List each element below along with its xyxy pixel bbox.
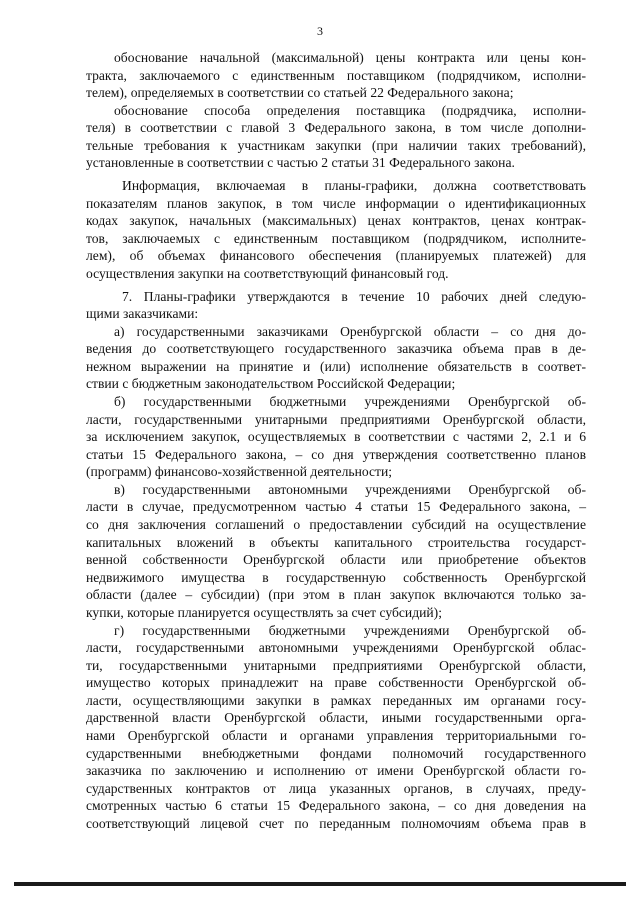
text-line: установленные в соответствии с частью 2 статьи 31 Федерального закона. (86, 155, 515, 171)
text-line: капитальных вложений в объекты капитального строительства государст- (86, 534, 586, 550)
text-line: ласти, осуществляющими закупки в рамках переданных им органами госу- (86, 692, 586, 708)
text-line: Информация, включаемая в планы-графики, должна соответствовать (122, 178, 586, 194)
text-line: области (далее – субсидии) (при этом в план закупок включаются только за- (86, 587, 586, 603)
text-line: имущество которых принадлежит на праве собственности Оренбургской об- (86, 675, 586, 691)
text-line: нами Оренбургской области и органами управления территориальными го- (86, 727, 586, 743)
text-line: теля) в соответствии с главой 3 Федерального закона, в том числе дополни- (86, 120, 586, 136)
text-line: лем), об объемах финансового обеспечения (планируемых платежей) для (86, 248, 586, 264)
text-line: со дня заключения соглашений о предоставлении субсидий на осуществление (86, 517, 586, 533)
text-line: г) государственными бюджетными учреждениями Оренбургской об- (114, 622, 586, 638)
text-line: ствии с бюджетным законодательством Российской Федерации; (86, 376, 456, 392)
text-line: заказчика по заключению и исполнению от имени Оренбургской области го- (86, 763, 586, 779)
text-line: 7. Планы-графики утверждаются в течение 10 рабочих дней следую- (122, 288, 586, 304)
text-line: нежном выражении на принятие и (или) исполнение обязательств в соответ- (86, 358, 586, 374)
text-line: кодах закупок, начальных (максимальных) ценах контрактов, ценах контрак- (86, 213, 586, 229)
text-line: за исключением закупок, осуществляемых в соответствии с частями 2, 2.1 и 6 (86, 429, 586, 445)
paragraph-method-justification (86, 102, 586, 172)
text-line: ведения до соответствующего государственного заказчика объема прав в де- (86, 341, 586, 357)
text-line: дарственной власти Оренбургской области, иными государственными орга- (86, 710, 586, 726)
text-line: обоснование начальной (максимальной) цены контракта или цены кон- (114, 50, 586, 65)
text-line: тельные требования к участникам закупки (при наличии таких требований), (86, 137, 586, 153)
text-line: статьи 15 Федерального закона, – со дня утверждения соответственно планов (86, 446, 586, 462)
paragraph-schedule-information (86, 177, 586, 282)
text-line: щими заказчиками: (86, 306, 199, 322)
text-line: в) государственными автономными учреждениями Оренбургской об- (114, 481, 586, 497)
text-line: ласти, государственными унитарными предприятиями Оренбургской области, (86, 411, 586, 427)
text-line: тракта, заключаемого с единственным поставщиком (подрядчиком, исполни- (86, 67, 586, 83)
paragraph-subitem-b (86, 393, 586, 481)
document-body (86, 49, 586, 832)
text-line: недвижимого имущества в государственную собственность Оренбургской (86, 569, 586, 585)
text-line: осуществления закупки на соответствующий финансовый год. (86, 265, 449, 281)
paragraph-subitem-v (86, 481, 586, 622)
text-line: б) государственными бюджетными учреждениями Оренбургской об- (114, 393, 586, 409)
text-line: ти, государственными унитарными предприятиями Оренбургской области, (86, 657, 586, 673)
paragraph-item-7 (86, 288, 586, 323)
paragraph-subitem-g (86, 622, 586, 833)
paragraph-subitem-a (86, 323, 586, 393)
page-number: 3 (317, 24, 323, 38)
text-line: обоснование способа определения поставщика (подрядчика, исполни- (114, 102, 586, 118)
text-line: ласти, государственными автономными учреждениями Оренбургской облас- (86, 640, 586, 656)
text-line: телем), определяемых в соответствии со статьей 22 Федерального закона; (86, 85, 514, 101)
paragraph-price-justification (86, 49, 586, 102)
text-line: (программ) финансово-хозяйственной деятельности; (86, 464, 393, 480)
text-line: ласти в случае, предусмотренном частью 4 статьи 15 Федерального закона, – (86, 499, 586, 515)
text-line: сударственными внебюджетными фондами полномочий государственного (86, 745, 586, 761)
text-line: соответствующий лицевой счет по переданным полномочиям объема прав в (86, 815, 586, 831)
text-line: смотренных частью 6 статьи 15 Федерального закона, – со дня доведения на (86, 798, 586, 814)
bottom-rule (14, 882, 626, 886)
text-line: сударственных контрактов от лица указанных органов, в случаях, преду- (86, 780, 586, 796)
text-line: тов, заключаемых с единственным поставщиком (подрядчиком, исполните- (86, 230, 586, 246)
text-line: купки, которые планируется осуществлять за счет субсидий); (86, 604, 442, 620)
text-line: а) государственными заказчиками Оренбургской области – со дня до- (114, 323, 586, 339)
text-line: показателям планов закупок, в том числе информации о идентификационных (86, 195, 586, 211)
text-line: венной собственности Оренбургской области или приобретение объектов (86, 552, 586, 568)
